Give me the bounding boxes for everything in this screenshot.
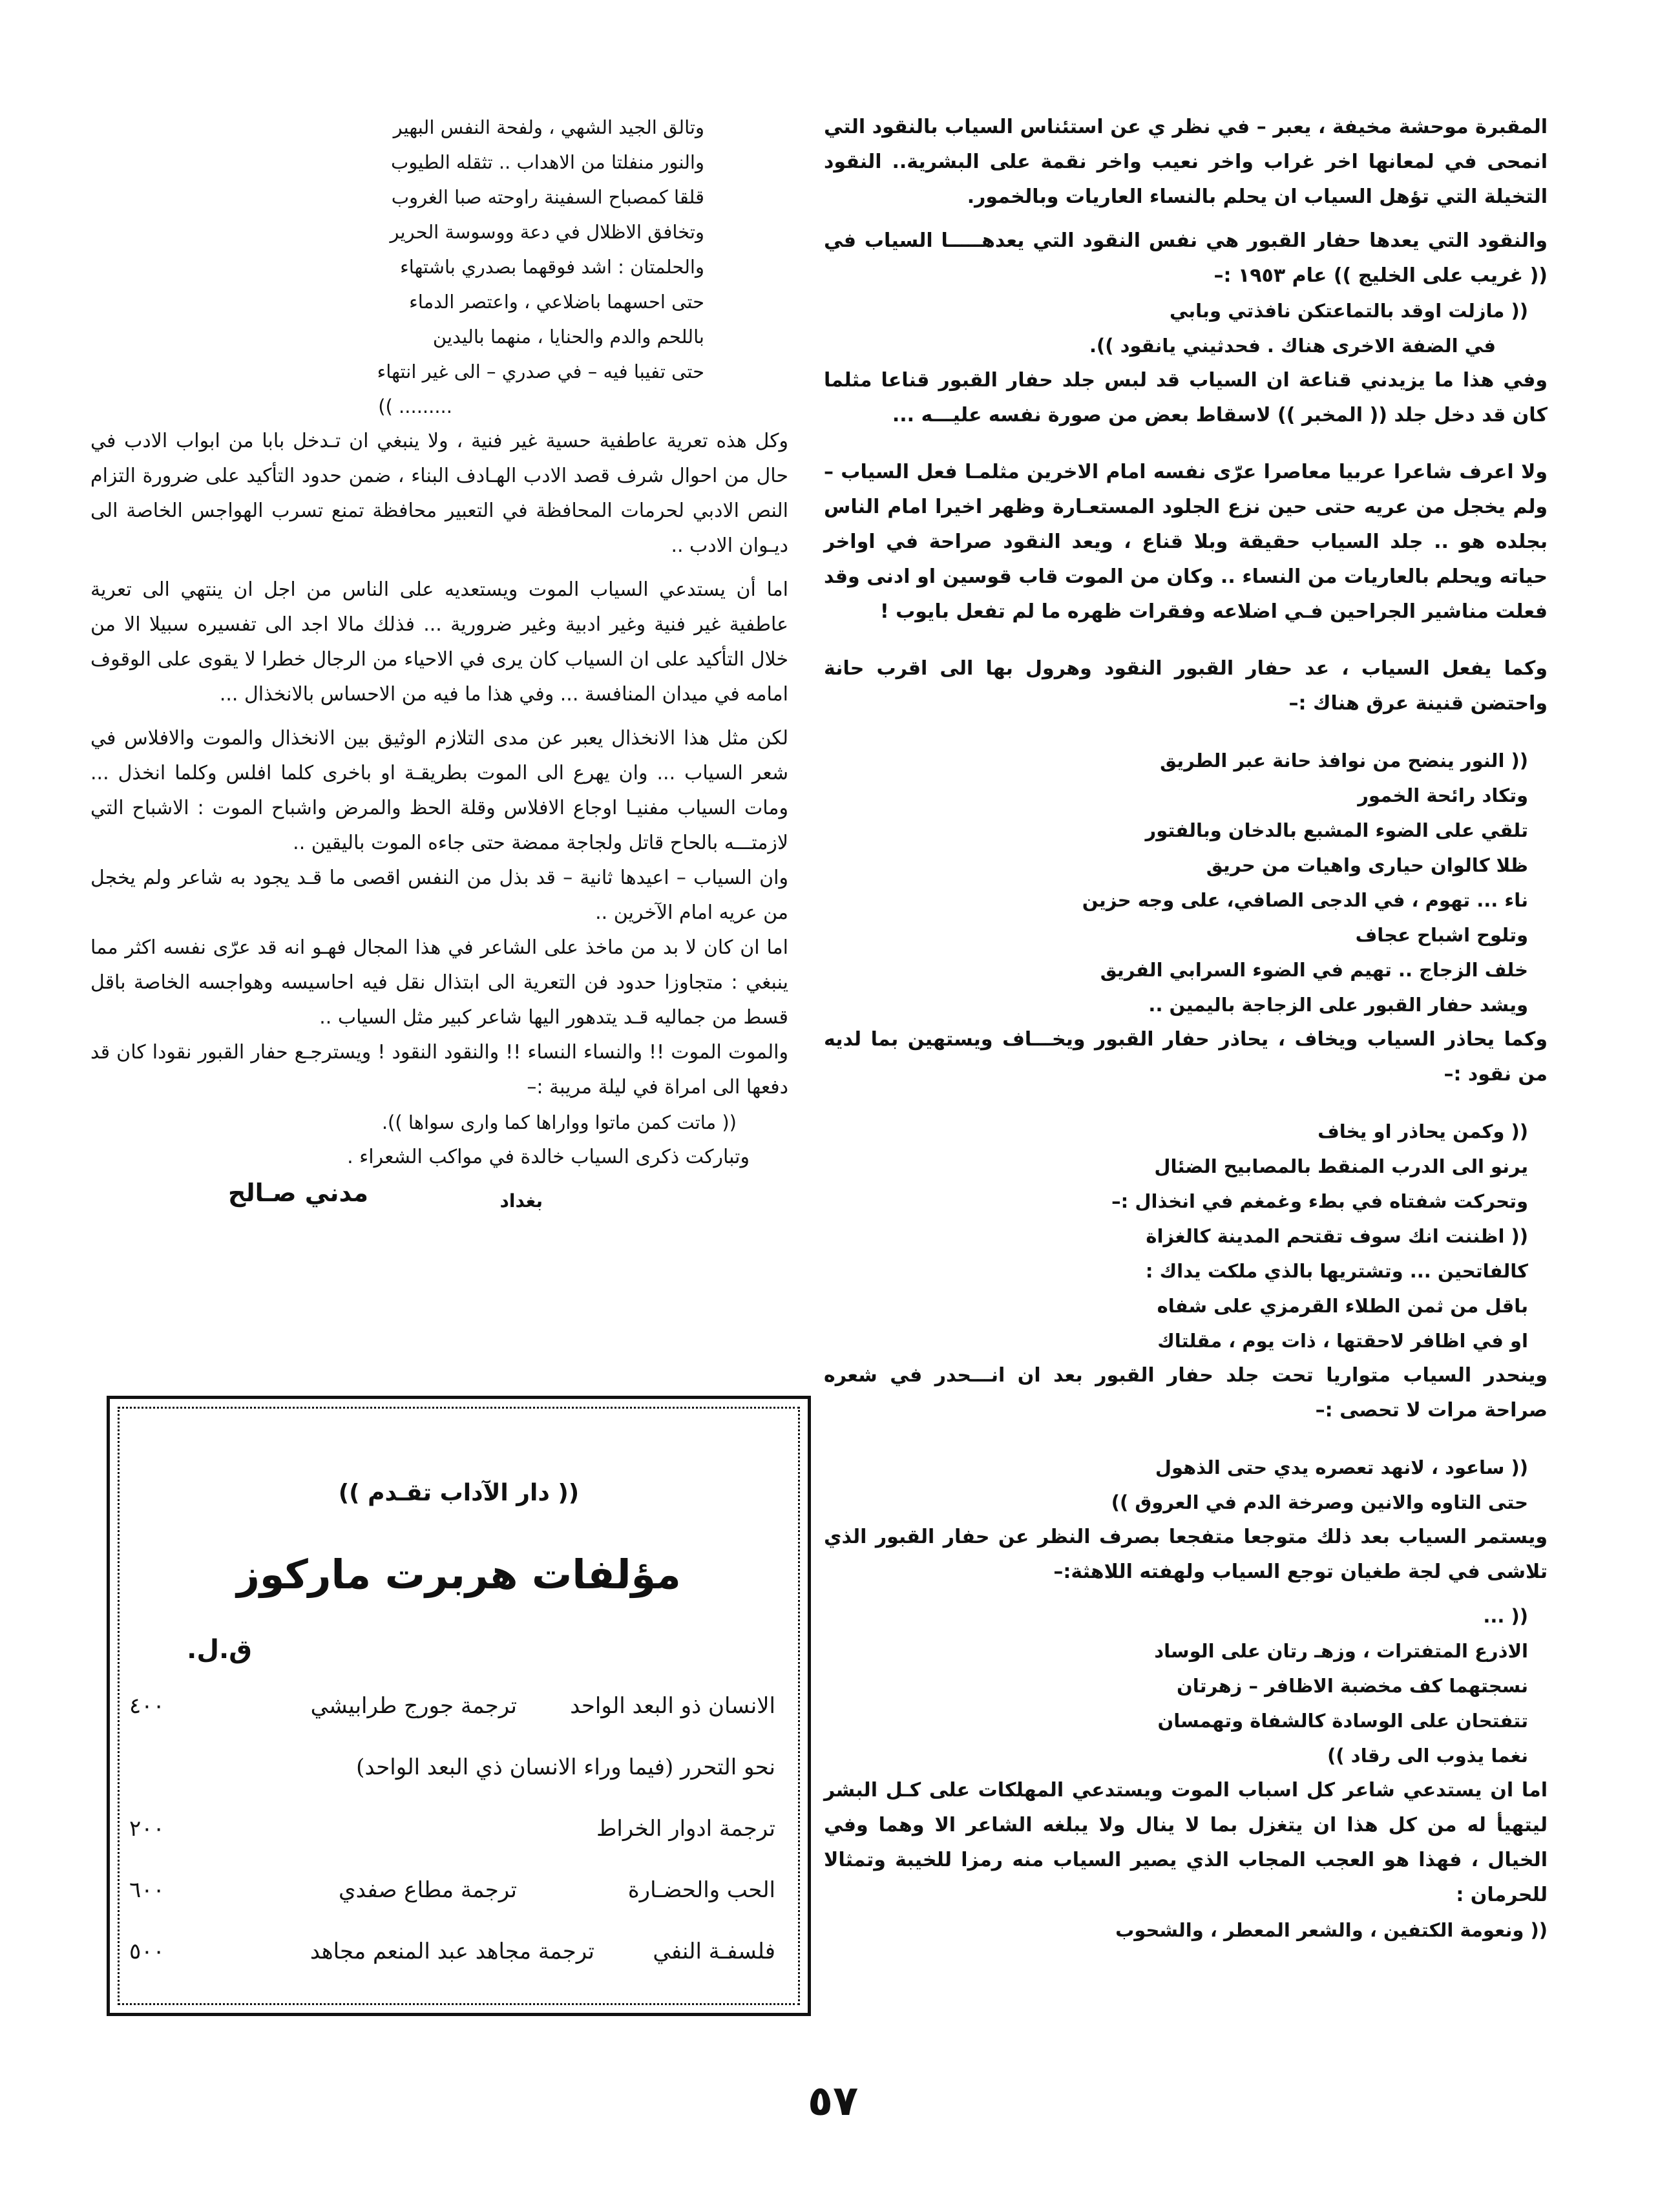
- paragraph: والموت الموت !! والنساء النساء !! والنقود النقود ! ويسترجـع حفار القبور نقودا كان قد دفعها الى امراة في ليلة مريبة :–: [90, 1041, 788, 1098]
- book-price: ٥٠٠: [129, 1939, 165, 1964]
- verse-line: تلقي على الضوء المشبع بالدخان وبالفتور: [1145, 819, 1528, 841]
- paragraph: اما ان يستدعي شاعر كل اسباب الموت ويستدعي المهلكات على كـل البشر ليتهيأ له من كل هذا ان يتغزل بما لا ينال ولا يبلغه الشاعر الا وهما وفي الخيال ، فهذا هو العجب المجاب الذي يصير السياب منه رمزا للخيبة وتمثالا للحرمان :: [824, 1779, 1548, 1906]
- paragraph: لكن مثل هذا الانخذال يعبر عن مدى التلازم الوثيق بين الانخذال والموت والافلاس في شعر السياب ... وان يهرع الى الموت بطريقـة او باخرى كلما افلس وكلما انخذل ... ومات السياب مفنيـا اوجاع الافلاس وقلة الحظ والمرض واشباح الموت : الاشباح التي لازمتـــه بالحاح قاتل ولجاجة ممضة حتى جاءه الموت باليقين ..: [90, 727, 788, 854]
- paragraph: اما أن يستدعي السياب الموت ويستعديه على الناس من اجل ان ينتهي الى تعرية عاطفية غير فنية وغير ادبية وغير ضرورية ... فذلك مالا اجد الى تفسيره سبيلا الا من خلال التأكيد على ان السياب كان يرى في الاحياء من الرجال خطرا لا يقوى على الوقوف امامه في ميدان المنافسة ... وفي هذا ما فيه من الاحساس بالانخذال ...: [90, 578, 788, 706]
- signature: [90, 1179, 788, 1224]
- poem-block: [824, 743, 1548, 1022]
- verse-line: نسجتهما كف مخضبة الاظافر – زهرتان: [1177, 1675, 1528, 1697]
- right-column: [824, 110, 1548, 1948]
- verse-line: تتفتحان على الوسادة كالشفاة وتهمسان: [1157, 1710, 1528, 1732]
- poem-block: [824, 1450, 1548, 1520]
- verse-line: (( ساعود ، لانهد تعصره يدي حتى الذهول: [1155, 1456, 1528, 1478]
- verse-line: يرنو الى الدرب المنقط بالمصابيح الضئال: [1154, 1155, 1528, 1177]
- verse-line: باقل من ثمن الطلاء القرمزي على شفاه: [1157, 1295, 1528, 1317]
- verse-line: او في اظافر لاحقتها ، ذات يوم ، مقلتاك: [1157, 1330, 1528, 1352]
- paragraph: المقبرة موحشة مخيفة ، يعبر – في نظر ي عن استئناس السياب بالنقود التي انمحى في لمعانها اخر غراب واخر نعيب واخر نقمة على البشرية.. النقود التخيلة التي تؤهل السياب ان يحلم بالنساء العاريات وبالخمور.: [824, 116, 1548, 208]
- page-number: ٥٧: [808, 2077, 859, 2125]
- book-translator: ترجمة مطاع صفدي: [338, 1877, 517, 1903]
- paragraph: وان السياب – اعيدها ثانية – قد بذل من النفس اقصى ما قـد يجود به شاعر ولم يخجل من عريه امام الآخرين ..: [90, 867, 788, 924]
- verse-line: والنور منفلتا من الاهداب .. تثقله الطيوب: [391, 151, 704, 173]
- verse-line: (( ونعومة الكتفين ، والشعر المعطر ، والشحوب: [1115, 1919, 1548, 1941]
- book-row: [110, 1693, 808, 1738]
- verse-line: وتحركت شفتاه في بطء وغمغم في انخذال :–: [1111, 1190, 1528, 1212]
- verse-line: حتى تفيبا فيه – في صدري – الى غير انتهاء: [377, 361, 704, 383]
- book-translator: ترجمة ادوار الخراط: [596, 1816, 775, 1842]
- poem-block: [90, 110, 788, 424]
- verse-line: باللحم والدم والحنايا ، منهما باليدين: [432, 326, 704, 348]
- verse-line: (( النور ينضح من نوافذ حانة عبر الطريق: [1160, 750, 1528, 772]
- book-translator: ترجمة جورج طرابيشي: [310, 1693, 517, 1719]
- verse-line: خلف الزجاج .. تهيم في الضوء السرابي الفريق: [1100, 959, 1528, 981]
- verse-line: (( وكمن يحاذر او يخاف: [1318, 1120, 1528, 1142]
- verse-line: في الضفة الاخرى هناك . فحدثيني يانقود )).: [1089, 335, 1496, 357]
- book-row: [110, 1754, 808, 1800]
- signature-author: مدني صـالح: [227, 1179, 368, 1207]
- paragraph: وفي هذا ما يزيدني قناعة ان السياب قد لبس جلد حفار القبور قناعا مثلما كان قد دخل جلد (( المخبر )) لاسقاط بعض من صورة نفسه عليـــه ...: [824, 369, 1548, 426]
- advertisement-box: [107, 1396, 811, 2016]
- paragraph: اما ان كان لا بد من ماخذ على الشاعر في هذا المجال فهـو انه قد عرّى نفسه اكثر مما ينبغي : متجاوزا حدود فن التعرية الى ابتذال نقل فيه احاسيسه وهواجسه الخاصة باقل قسط من جماليه قـد يتدهور اليها شاعر كبير مثل السياب ..: [90, 936, 788, 1029]
- verse-line: وتخافق الاظلال في دعة ووسوسة الحرير: [390, 221, 704, 243]
- poem-block: [824, 1599, 1548, 1773]
- poem-block: [824, 1114, 1548, 1358]
- signature-place: بغداد: [499, 1190, 543, 1212]
- verse-line: كالفاتحين ... وتشتريها بالذي ملكت يداك :: [1145, 1260, 1528, 1282]
- book-title: فلسفـة النفي: [653, 1939, 775, 1964]
- book-row: [110, 1939, 808, 1984]
- verse-line: (( مازلت اوقد بالتماعتكن نافذتي وبابي: [1169, 300, 1528, 322]
- verse-line: وتكاد رائحة الخمور: [1358, 784, 1528, 806]
- left-column: [90, 110, 788, 1224]
- verse-line: ويشد حفار القبور على الزجاجة باليمين ..: [1148, 994, 1528, 1016]
- paragraph: ولا اعرف شاعرا عربيا معاصرا عرّى نفسه امام الاخرين مثلمـا فعل السياب – ولم يخجل من عريه حتى حين نزع الجلود المستعـارة وظهر اخيرا امام الناس بجلده هو .. جلد السياب حقيقة وبلا قناع ، ويعد النقود صراحة في اواخر حياته ويحلم بالعاريات من النساء .. وكان من الموت قاب قوسين او ادنى وقد فعلت مناشير الجراحين فـي اضلاعه وفقرات ظهره ما لم تفعل بايوب !: [824, 461, 1548, 623]
- book-price: ٤٠٠: [129, 1693, 165, 1719]
- verse-line: وتلوح اشباح عجاف: [1355, 924, 1528, 946]
- book-title: نحو التحرر (فيما وراء الانسان ذي البعد الواحد): [356, 1754, 775, 1780]
- book-price: ٢٠٠: [129, 1816, 165, 1842]
- verse-line: والحلمتان : اشد فوقهما بصدري باشتهاء: [400, 256, 704, 278]
- verse-line: نغما يذوب الى رقاد )): [1327, 1745, 1528, 1767]
- verse-line: حتى احسهما باضلاعي ، واعتصر الدماء: [409, 291, 704, 313]
- paragraph: وتباركت ذكرى السياب خالدة في مواكب الشعراء .: [347, 1146, 750, 1168]
- advertisement-heading: مؤلفات هربرت ماركوز: [236, 1551, 681, 1598]
- book-row: [110, 1877, 808, 1922]
- paragraph: وكل هذه تعرية عاطفية حسية غير فنية ، ولا ينبغي ان تـدخل بابا من ابواب الادب في حال من احوال شرف قصد الادب الهـادف البناء ، ضمن حدود التأكيد على ضرورة التزام النص الادبي لحرمات المحافظة في التعبير محافظة تمنع تسرب الهواجس الخاصة الى ديـوان الادب ..: [90, 430, 788, 557]
- book-translator: ترجمة مجاهد عبد المنعم مجاهد: [310, 1939, 594, 1964]
- verse-line: ناء ... تهوم ، في الدجى الصافي، على وجه حزين: [1082, 889, 1528, 911]
- verse-line: حتى التاوه والانين وصرخة الدم في العروق )): [1111, 1491, 1528, 1513]
- paragraph: والنقود التي يعدها حفار القبور هي نفس النقود التي يعدهـــــا السياب في (( غريب على الخليج )) عام ١٩٥٣ :–: [824, 229, 1548, 287]
- advertisement-title: (( دار الآداب تقـدم )): [338, 1480, 580, 1506]
- verse-line: (( ماتت كمن ماتوا وواراها كما وارى سواها )).: [381, 1111, 737, 1133]
- paragraph: وينحدر السياب متواريا تحت جلد حفار القبور بعد ان انـــحدر في شعره صراحة مرات لا تحصى :–: [824, 1364, 1548, 1422]
- verse-line: وتالق الجيد الشهي ، ولفحة النفس البهير: [393, 116, 704, 138]
- paragraph: ويستمر السياب بعد ذلك متوجعا متفجعا بصرف النظر عن حفار القبور الذي تلاشى في لجة طغيان توجع السياب ولهفته اللاهثة:–: [824, 1526, 1548, 1583]
- book-row: [110, 1816, 808, 1861]
- paragraph: وكما يحاذر السياب ويخاف ، يحاذر حفار القبور ويخـــاف ويستهين بما لديه من نقود :–: [824, 1028, 1548, 1086]
- book-title: الانسان ذو البعد الواحد: [570, 1693, 775, 1719]
- paragraph: وكما يفعل السياب ، عد حفار القبور النقود وهرول بها الى اقرب حانة واحتضن قنينة عرق هناك :–: [824, 657, 1548, 715]
- verse-line: (( اظننت انك سوف تقتحم المدينة كالغزاة: [1146, 1225, 1528, 1247]
- verse-line: قلقا كمصباح السفينة راوحته صبا الغروب: [391, 186, 704, 208]
- verse-line: ظلا كالوان حيارى واهيات من حريق: [1206, 854, 1528, 876]
- book-price: ٦٠٠: [129, 1877, 165, 1903]
- book-title: الحب والحضـارة: [627, 1877, 775, 1903]
- verse-line: ......... )): [378, 395, 452, 417]
- currency-label: ق.ل.: [187, 1635, 252, 1665]
- verse-line: (( ...: [1483, 1605, 1528, 1627]
- verse-line: الاذرع المتفترات ، وزهـ رتان على الوساد: [1154, 1640, 1528, 1662]
